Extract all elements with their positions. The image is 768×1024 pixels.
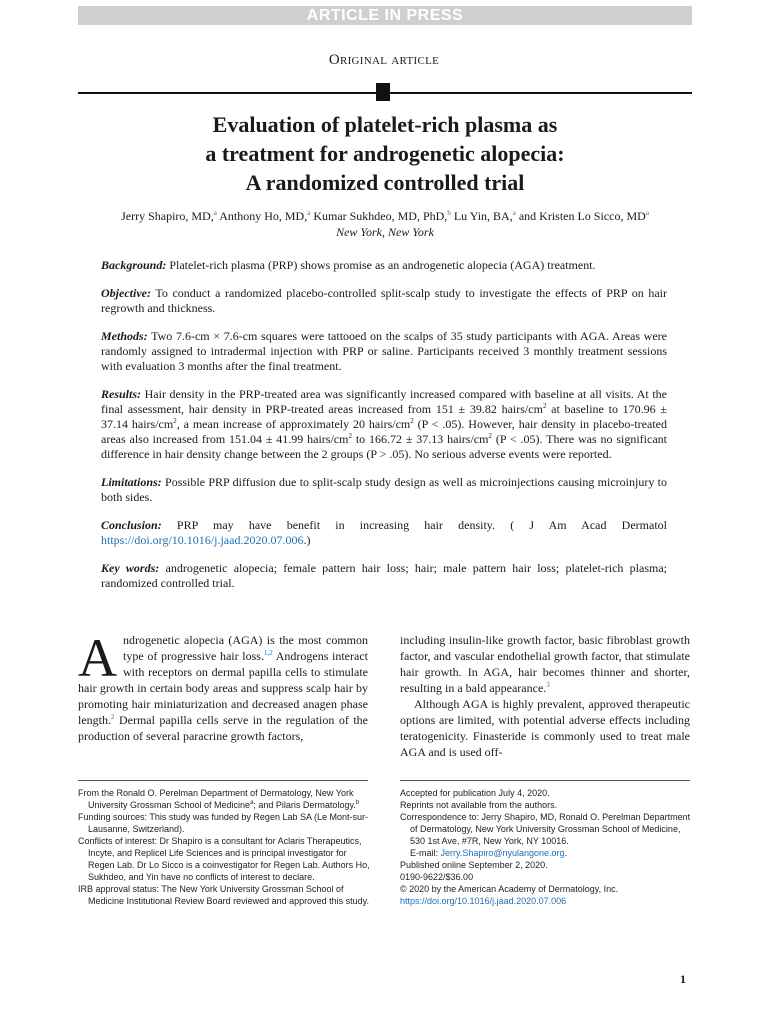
abstract-label: Results:	[101, 387, 142, 401]
correspondence-note: Correspondence to: Jerry Shapiro, MD, Ronald O. Perelman Department of Dermatology, New York University Grossman School of Medicine, 530 1st Ave, #7R, New York, NY 10016. E-mail: Jerry.Shapiro@nyulangone.org.	[400, 812, 691, 858]
affiliation-marker[interactable]: a	[307, 209, 311, 217]
published-note: Published online September 2, 2020.	[400, 860, 548, 870]
author-name: and Kristen Lo Sicco, MD	[518, 209, 646, 223]
reference-link[interactable]: 1,2	[263, 649, 273, 657]
doi-link[interactable]: https://doi.org/10.1016/j.jaad.2020.07.006	[101, 533, 304, 547]
funding-note: Funding sources: This study was funded by Regen Lab SA (Le Mont-sur-Lausanne, Switzerland).	[78, 812, 368, 834]
section-label: Original article	[328, 52, 440, 68]
abstract-label: Key words:	[101, 561, 160, 575]
abstract-conclusion: Conclusion: PRP may have benefit in increasing hair density. ( J Am Acad Dermatol https://doi.org/10.1016/j.jaad.2020.07.006.)	[101, 518, 667, 547]
title-line: a treatment for androgenetic alopecia:	[205, 141, 565, 166]
reference-link[interactable]: 3	[546, 681, 550, 689]
drop-cap: A	[78, 628, 117, 688]
abstract-results: Results: Hair density in the PRP-treated area was significantly increased compared with baseline at all visits. At the final assessment, hair density in PRP-treated areas increased from 151 ± 39.82 hairs/$cm^2$ at baseline to 170.96 ± 37.14 hairs/$cm^2$, a mean increase of approximately 20 hairs/$cm^2$ (P < .05). However, hair density in placebo-treated areas also increased from 151.04 ± 41.99 hairs/$cm^2$ to 166.72 ± 37.13 hairs/$cm^2$ (P < .05). There was no significant difference in hair density change between the 2 groups (P > .05). No serious adverse events were reported.	[101, 387, 668, 461]
copyright-note: © 2020 by the American Academy of Dermatology, Inc.	[400, 884, 619, 894]
abstract	[101, 258, 667, 604]
author-name: Lu Yin, BA,	[453, 209, 513, 223]
author-list	[78, 208, 692, 240]
body-column-right: including insulin-like growth factor, basic fibroblast growth factor, and vascular endothelial growth factor, that stimulate hair growth. In AGA, hair becomes thinner and shorter, resulting in a bald appearance.$^3$ Although AGA is highly prevalent, approved therapeutic options are limited, with potential adverse effects including teratogenicity. Finasteride is commonly used to treat male AGA and is used off-	[400, 633, 690, 759]
abstract-label: Limitations:	[101, 475, 162, 489]
affiliation-marker[interactable]: a	[512, 209, 516, 217]
footnotes-right	[400, 787, 692, 907]
reprints-note: Reprints not available from the authors.	[400, 800, 558, 810]
author-name: Anthony Ho, MD,	[219, 209, 308, 223]
abstract-keywords: Key words: androgenetic alopecia; female pattern hair loss; hair; male pattern hair loss; platelet-rich plasma; randomized controlled trial.	[101, 561, 668, 590]
author-name: Jerry Shapiro, MD,	[121, 209, 214, 223]
affiliation-marker[interactable]: b	[447, 209, 451, 217]
reference-link[interactable]: 2	[111, 713, 115, 721]
abstract-limitations: Limitations: Possible PRP diffusion due to split-scalp study design as well as microinjections causing microinjury to both sides.	[101, 475, 668, 504]
footnotes-left	[78, 787, 370, 907]
issn-note: 0190-9622/$36.00	[400, 872, 474, 882]
title-line: Evaluation of platelet-rich plasma as	[212, 112, 558, 137]
author-name: Kumar Sukhdeo, MD, PhD,	[313, 209, 448, 223]
affiliation-marker[interactable]: a	[213, 209, 217, 217]
abstract-label: Methods:	[101, 329, 148, 343]
irb-note: IRB approval status: The New York University Grossman School of Medicine Institutional Review Board reviewed and approved this study.	[78, 884, 369, 906]
abstract-objective: Objective: To conduct a randomized placebo-controlled split-scalp study to investigate the effects of PRP on hair regrowth and thickness.	[101, 286, 667, 315]
body-column-left: Androgenetic alopecia (AGA) is the most common type of progressive hair loss.$^{1,2}$ Androgens interact with receptors on dermal papilla cells to stimulate hair growth in certain body areas and suppress scalp hair by promoting hair miniaturization and decreased anagen phase length.$^2$ Dermal papilla cells serve in the regulation of the production of several paracrine growth factors,	[78, 628, 368, 743]
abstract-label: Background:	[101, 258, 167, 272]
affiliation-note: From the Ronald O. Perelman Department of Dermatology, New York University Grossman School of Medicine$^a$; and Pilaris Dermatology.$^b$	[78, 788, 360, 810]
abstract-background: Background: Platelet-rich plasma (PRP) shows promise as an androgenetic alopecia (AGA) treatment.	[101, 258, 596, 272]
footnote-rule	[400, 780, 690, 781]
affiliation-marker[interactable]: a	[645, 209, 649, 217]
rule-square-ornament	[376, 83, 390, 101]
email-link[interactable]: Jerry.Shapiro@nyulangone.org	[440, 848, 565, 858]
article-title	[78, 110, 692, 197]
footnote-rule	[78, 780, 368, 781]
footer-doi-link[interactable]: https://doi.org/10.1016/j.jaad.2020.07.006	[400, 896, 567, 906]
abstract-methods: Methods: Two 7.6-cm × 7.6-cm squares were tattooed on the scalps of 35 study participants with AGA. Areas were randomly assigned to intradermal injection with PRP or saline. Participants received 3 monthly treatment sessions with evaluation 3 months after the final treatment.	[101, 329, 668, 373]
abstract-label: Conclusion:	[101, 518, 162, 532]
title-line: A randomized controlled trial	[245, 170, 525, 195]
page-number: 1	[680, 972, 686, 986]
accepted-note: Accepted for publication July 4, 2020.	[400, 788, 550, 798]
article-in-press-banner: ARTICLE IN PRESS	[78, 6, 692, 25]
abstract-label: Objective:	[101, 286, 151, 300]
author-location: New York, New York	[336, 225, 434, 239]
conflicts-note: Conflicts of interest: Dr Shapiro is a consultant for Aclaris Therapeutics, Incyte, and Replicel Life Sciences and is principal investigator for Regen Lab. Dr Lo Sicco is a coinvestigator for Regen Lab. Authors Ho, Sukhdeo, and Yin have no conflicts of interest to declare.	[78, 836, 370, 882]
